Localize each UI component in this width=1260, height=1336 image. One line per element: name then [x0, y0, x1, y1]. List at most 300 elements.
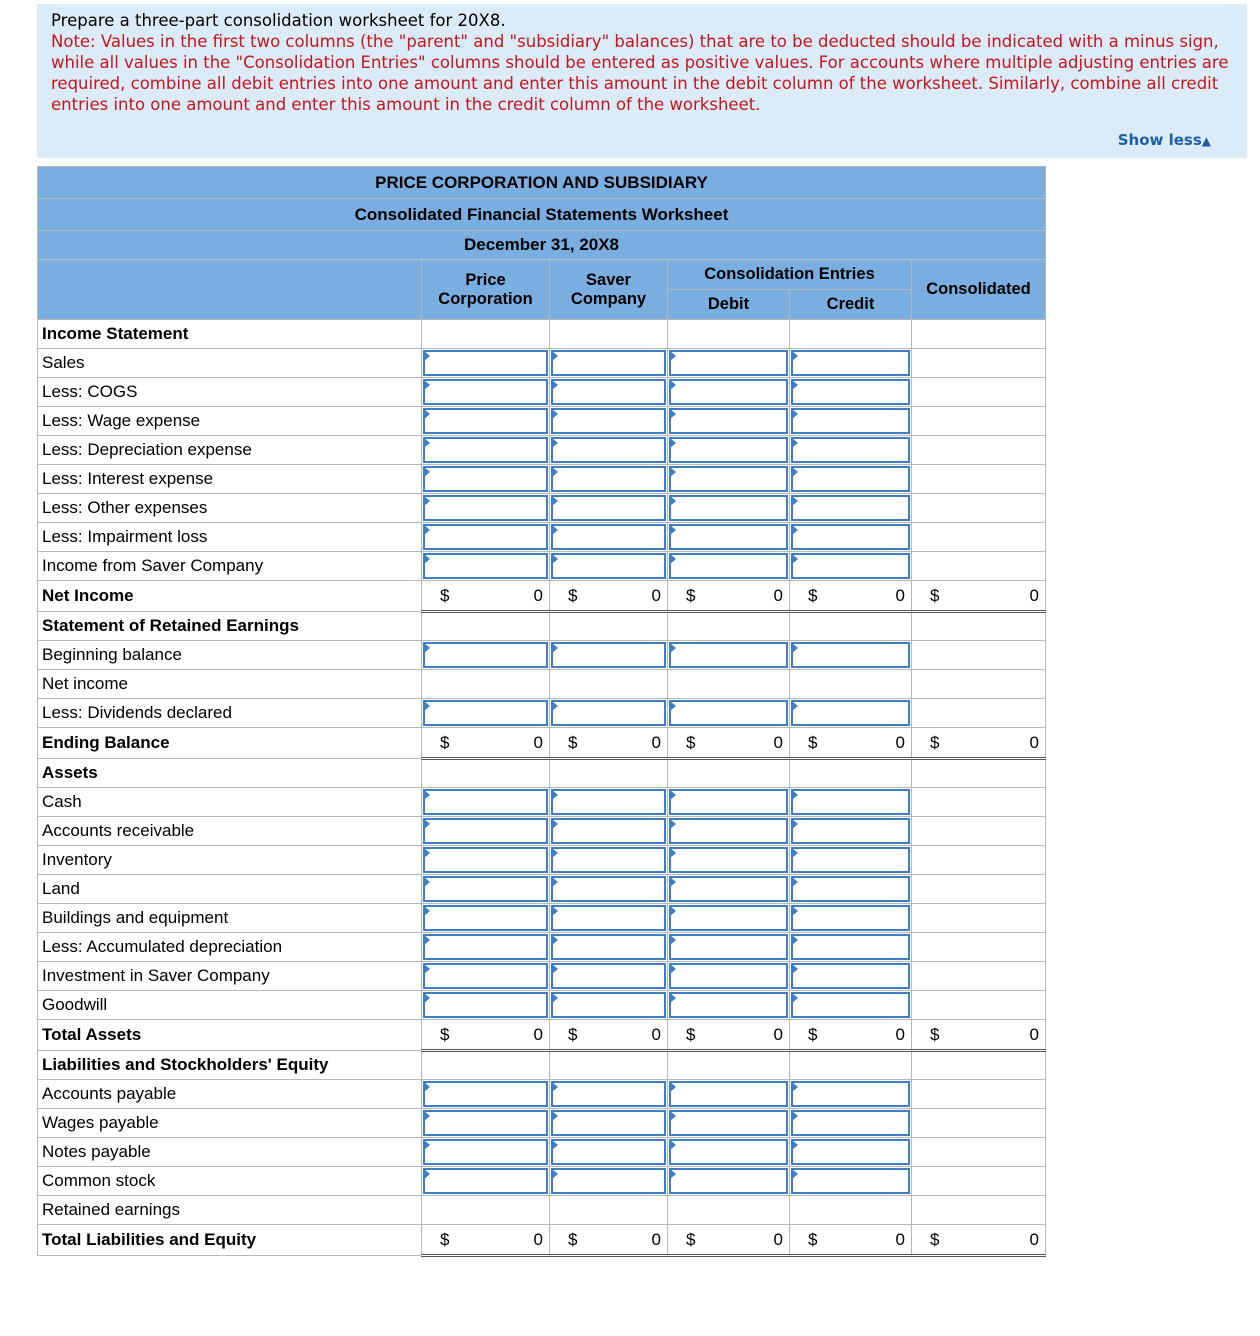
sales-debit-input[interactable] [668, 349, 790, 378]
input-box[interactable] [551, 992, 666, 1018]
worksheet-row [38, 670, 1046, 699]
input-box[interactable] [551, 789, 666, 815]
input-box[interactable] [423, 524, 548, 550]
empty-cell [550, 1196, 668, 1225]
cash-debit-input[interactable] [668, 788, 790, 817]
input-box[interactable] [551, 700, 666, 726]
dividends-declared-saver-input[interactable] [550, 699, 668, 728]
input-box[interactable] [423, 1110, 548, 1136]
wages-payable-price-input[interactable] [422, 1109, 550, 1138]
input-box[interactable] [669, 700, 788, 726]
impairment-loss-credit-input[interactable] [790, 523, 912, 552]
accounts-receivable-price-input[interactable] [422, 817, 550, 846]
currency-symbol: $ [808, 586, 818, 605]
input-box[interactable] [669, 1168, 788, 1194]
saver-company-header: Saver Company [550, 260, 668, 320]
empty-cell [790, 1051, 912, 1080]
notes-payable-price-input[interactable] [422, 1138, 550, 1167]
row-label-wage-expense: Less: Wage expense [38, 407, 422, 436]
net-income-total-price-total [422, 581, 550, 612]
empty-cell [790, 612, 912, 641]
input-box[interactable] [551, 553, 666, 579]
currency-symbol: $ [440, 1025, 450, 1044]
depreciation-expense-price-input[interactable] [422, 436, 550, 465]
notes-payable-saver-input[interactable] [550, 1138, 668, 1167]
input-box[interactable] [551, 818, 666, 844]
empty-cell [550, 320, 668, 349]
instructions-panel [37, 4, 1247, 158]
total-value: 0 [773, 733, 783, 752]
total-liabilities-equity-debit-total [668, 1225, 790, 1256]
worksheet-row [38, 728, 1046, 759]
row-label-ending-balance: Ending Balance [38, 728, 422, 759]
input-box[interactable] [551, 495, 666, 521]
depreciation-expense-debit-input[interactable] [668, 436, 790, 465]
empty-cell [550, 670, 668, 699]
input-box[interactable] [423, 1081, 548, 1107]
input-box[interactable] [791, 1110, 910, 1136]
investment-in-saver-debit-input[interactable] [668, 962, 790, 991]
input-box[interactable] [669, 437, 788, 463]
currency-symbol: $ [440, 586, 450, 605]
total-value: 0 [533, 586, 543, 605]
buildings-equipment-saver-input[interactable] [550, 904, 668, 933]
empty-cell [912, 788, 1046, 817]
input-box[interactable] [669, 1139, 788, 1165]
input-box[interactable] [791, 992, 910, 1018]
input-box[interactable] [551, 1168, 666, 1194]
accumulated-depreciation-saver-input[interactable] [550, 933, 668, 962]
accounts-payable-price-input[interactable] [422, 1080, 550, 1109]
row-label-interest-expense: Less: Interest expense [38, 465, 422, 494]
input-box[interactable] [551, 466, 666, 492]
ending-balance-credit-total [790, 728, 912, 759]
total-value: 0 [651, 733, 661, 752]
row-label-cogs: Less: COGS [38, 378, 422, 407]
input-box[interactable] [669, 379, 788, 405]
input-box[interactable] [423, 553, 548, 579]
input-box[interactable] [669, 789, 788, 815]
empty-cell [912, 465, 1046, 494]
input-box[interactable] [551, 905, 666, 931]
income-from-saver-saver-input[interactable] [550, 552, 668, 581]
currency-symbol: $ [686, 733, 696, 752]
total-value: 0 [651, 586, 661, 605]
beginning-balance-credit-input[interactable] [790, 641, 912, 670]
empty-cell [668, 320, 790, 349]
currency-symbol: $ [930, 1230, 940, 1249]
input-box[interactable] [669, 495, 788, 521]
common-stock-credit-input[interactable] [790, 1167, 912, 1196]
worksheet-row [38, 436, 1046, 465]
input-box[interactable] [423, 350, 548, 376]
total-value: 0 [773, 1025, 783, 1044]
accounts-payable-credit-input[interactable] [790, 1080, 912, 1109]
input-box[interactable] [791, 1168, 910, 1194]
inventory-credit-input[interactable] [790, 846, 912, 875]
input-box[interactable] [669, 408, 788, 434]
accounts-receivable-debit-input[interactable] [668, 817, 790, 846]
row-label-total-liabilities-equity: Total Liabilities and Equity [38, 1225, 422, 1256]
empty-cell [912, 759, 1046, 788]
row-label-accumulated-depreciation: Less: Accumulated depreciation [38, 933, 422, 962]
goodwill-credit-input[interactable] [790, 991, 912, 1020]
notes-payable-debit-input[interactable] [668, 1138, 790, 1167]
row-label-sales: Sales [38, 349, 422, 378]
row-label-other-expenses: Less: Other expenses [38, 494, 422, 523]
depreciation-expense-credit-input[interactable] [790, 436, 912, 465]
currency-symbol: $ [686, 1025, 696, 1044]
investment-in-saver-price-input[interactable] [422, 962, 550, 991]
input-box[interactable] [669, 350, 788, 376]
input-box[interactable] [551, 847, 666, 873]
beginning-balance-saver-input[interactable] [550, 641, 668, 670]
input-box[interactable] [669, 847, 788, 873]
input-box[interactable] [551, 524, 666, 550]
interest-expense-credit-input[interactable] [790, 465, 912, 494]
input-box[interactable] [669, 992, 788, 1018]
consolidation-entries-header: Consolidation Entries [668, 260, 912, 290]
input-box[interactable] [791, 437, 910, 463]
empty-cell [912, 699, 1046, 728]
input-box[interactable] [669, 963, 788, 989]
input-box[interactable] [669, 905, 788, 931]
input-box[interactable] [551, 1139, 666, 1165]
input-box[interactable] [669, 1081, 788, 1107]
input-box[interactable] [791, 905, 910, 931]
cash-price-input[interactable] [422, 788, 550, 817]
total-assets-consolidated-total [912, 1020, 1046, 1051]
sales-credit-input[interactable] [790, 349, 912, 378]
currency-symbol: $ [808, 1230, 818, 1249]
common-stock-price-input[interactable] [422, 1167, 550, 1196]
total-assets-price-total [422, 1020, 550, 1051]
empty-cell [912, 320, 1046, 349]
row-label-impairment-loss: Less: Impairment loss [38, 523, 422, 552]
empty-cell [668, 759, 790, 788]
impairment-loss-saver-input[interactable] [550, 523, 668, 552]
input-box[interactable] [791, 847, 910, 873]
empty-cell [912, 670, 1046, 699]
input-box[interactable] [791, 1139, 910, 1165]
row-label-wages-payable: Wages payable [38, 1109, 422, 1138]
depreciation-expense-saver-input[interactable] [550, 436, 668, 465]
accounts-receivable-credit-input[interactable] [790, 817, 912, 846]
inventory-debit-input[interactable] [668, 846, 790, 875]
total-value: 0 [651, 1025, 661, 1044]
accumulated-depreciation-credit-input[interactable] [790, 933, 912, 962]
dividends-declared-credit-input[interactable] [790, 699, 912, 728]
input-box[interactable] [669, 1110, 788, 1136]
buildings-equipment-price-input[interactable] [422, 904, 550, 933]
accumulated-depreciation-price-input[interactable] [422, 933, 550, 962]
input-box[interactable] [791, 553, 910, 579]
empty-cell [912, 991, 1046, 1020]
triangle-up-icon: ▲ [1201, 134, 1211, 148]
other-expenses-debit-input[interactable] [668, 494, 790, 523]
input-box[interactable] [551, 963, 666, 989]
land-price-input[interactable] [422, 875, 550, 904]
input-box[interactable] [423, 642, 548, 668]
input-box[interactable] [791, 1081, 910, 1107]
empty-cell [912, 552, 1046, 581]
total-value: 0 [533, 733, 543, 752]
investment-in-saver-saver-input[interactable] [550, 962, 668, 991]
total-assets-debit-total [668, 1020, 790, 1051]
row-label-common-stock: Common stock [38, 1167, 422, 1196]
empty-cell [912, 933, 1046, 962]
currency-symbol: $ [440, 1230, 450, 1249]
notes-payable-credit-input[interactable] [790, 1138, 912, 1167]
input-box[interactable] [423, 905, 548, 931]
empty-cell [550, 759, 668, 788]
beginning-balance-debit-input[interactable] [668, 641, 790, 670]
accounts-receivable-saver-input[interactable] [550, 817, 668, 846]
empty-cell [912, 875, 1046, 904]
input-box[interactable] [551, 437, 666, 463]
row-label-notes-payable: Notes payable [38, 1138, 422, 1167]
ending-balance-saver-total [550, 728, 668, 759]
input-box[interactable] [791, 876, 910, 902]
input-box[interactable] [669, 524, 788, 550]
accumulated-depreciation-debit-input[interactable] [668, 933, 790, 962]
total-value: 0 [895, 1025, 905, 1044]
input-box[interactable] [423, 408, 548, 434]
row-label-net-income: Net income [38, 670, 422, 699]
input-box[interactable] [791, 818, 910, 844]
input-box[interactable] [423, 847, 548, 873]
input-box[interactable] [423, 1139, 548, 1165]
show-less-button[interactable] [1118, 130, 1211, 152]
section-row [38, 759, 1046, 788]
inventory-price-input[interactable] [422, 846, 550, 875]
empty-cell [912, 904, 1046, 933]
input-box[interactable] [551, 642, 666, 668]
worksheet-row [38, 523, 1046, 552]
input-box[interactable] [551, 1110, 666, 1136]
goodwill-saver-input[interactable] [550, 991, 668, 1020]
input-box[interactable] [551, 934, 666, 960]
cogs-saver-input[interactable] [550, 378, 668, 407]
other-expenses-credit-input[interactable] [790, 494, 912, 523]
row-label-retained-earnings: Retained earnings [38, 1196, 422, 1225]
worksheet-row [38, 1109, 1046, 1138]
worksheet-row [38, 581, 1046, 612]
input-box[interactable] [791, 789, 910, 815]
income-from-saver-debit-input[interactable] [668, 552, 790, 581]
total-liabilities-equity-consolidated-total [912, 1225, 1046, 1256]
input-box[interactable] [791, 934, 910, 960]
worksheet-row [38, 1020, 1046, 1051]
row-label-assets: Assets [38, 759, 422, 788]
other-expenses-saver-input[interactable] [550, 494, 668, 523]
input-box[interactable] [669, 934, 788, 960]
currency-symbol: $ [930, 733, 940, 752]
empty-cell [422, 1196, 550, 1225]
impairment-loss-price-input[interactable] [422, 523, 550, 552]
worksheet-row [38, 788, 1046, 817]
total-assets-saver-total [550, 1020, 668, 1051]
beginning-balance-price-input[interactable] [422, 641, 550, 670]
total-value: 0 [1029, 586, 1039, 605]
row-label-inventory: Inventory [38, 846, 422, 875]
input-box[interactable] [791, 495, 910, 521]
worksheet-row [38, 904, 1046, 933]
income-from-saver-price-input[interactable] [422, 552, 550, 581]
wages-payable-debit-input[interactable] [668, 1109, 790, 1138]
dividends-declared-price-input[interactable] [422, 699, 550, 728]
wage-expense-saver-input[interactable] [550, 407, 668, 436]
currency-symbol: $ [686, 586, 696, 605]
currency-symbol: $ [568, 1025, 578, 1044]
empty-cell [912, 436, 1046, 465]
cogs-debit-input[interactable] [668, 378, 790, 407]
input-box[interactable] [791, 963, 910, 989]
accounts-payable-debit-input[interactable] [668, 1080, 790, 1109]
worksheet-row [38, 465, 1046, 494]
wages-payable-saver-input[interactable] [550, 1109, 668, 1138]
empty-cell [668, 612, 790, 641]
empty-cell [912, 407, 1046, 436]
worksheet-row [38, 991, 1046, 1020]
ending-balance-consolidated-total [912, 728, 1046, 759]
total-value: 0 [1029, 1025, 1039, 1044]
wages-payable-credit-input[interactable] [790, 1109, 912, 1138]
input-box[interactable] [423, 466, 548, 492]
worksheet-row [38, 378, 1046, 407]
buildings-equipment-debit-input[interactable] [668, 904, 790, 933]
total-value: 0 [895, 586, 905, 605]
input-box[interactable] [551, 350, 666, 376]
input-box[interactable] [551, 408, 666, 434]
input-box[interactable] [791, 524, 910, 550]
empty-cell [912, 817, 1046, 846]
input-box[interactable] [551, 379, 666, 405]
input-box[interactable] [669, 466, 788, 492]
input-box[interactable] [423, 963, 548, 989]
row-label-investment-in-saver: Investment in Saver Company [38, 962, 422, 991]
row-label-depreciation-expense: Less: Depreciation expense [38, 436, 422, 465]
empty-cell [422, 1051, 550, 1080]
credit-header: Credit [790, 290, 912, 320]
input-box[interactable] [423, 789, 548, 815]
input-box[interactable] [423, 992, 548, 1018]
input-box[interactable] [791, 379, 910, 405]
empty-cell [422, 612, 550, 641]
empty-cell [790, 1196, 912, 1225]
cash-credit-input[interactable] [790, 788, 912, 817]
empty-cell [912, 523, 1046, 552]
input-box[interactable] [669, 876, 788, 902]
input-box[interactable] [791, 466, 910, 492]
worksheet-title: PRICE CORPORATION AND SUBSIDIARY [38, 167, 1046, 199]
input-box[interactable] [669, 642, 788, 668]
input-box[interactable] [791, 700, 910, 726]
ending-balance-price-total [422, 728, 550, 759]
input-box[interactable] [423, 495, 548, 521]
input-box[interactable] [791, 350, 910, 376]
row-label-accounts-receivable: Accounts receivable [38, 817, 422, 846]
input-box[interactable] [423, 1168, 548, 1194]
wage-expense-credit-input[interactable] [790, 407, 912, 436]
worksheet-row [38, 699, 1046, 728]
investment-in-saver-credit-input[interactable] [790, 962, 912, 991]
interest-expense-saver-input[interactable] [550, 465, 668, 494]
interest-expense-debit-input[interactable] [668, 465, 790, 494]
goodwill-debit-input[interactable] [668, 991, 790, 1020]
currency-symbol: $ [568, 1230, 578, 1249]
input-box[interactable] [423, 934, 548, 960]
input-box[interactable] [791, 642, 910, 668]
empty-cell [550, 1051, 668, 1080]
total-value: 0 [895, 733, 905, 752]
net-income-total-credit-total [790, 581, 912, 612]
input-box[interactable] [669, 553, 788, 579]
accounts-payable-saver-input[interactable] [550, 1080, 668, 1109]
input-box[interactable] [669, 818, 788, 844]
input-box[interactable] [791, 408, 910, 434]
common-stock-debit-input[interactable] [668, 1167, 790, 1196]
input-box[interactable] [423, 876, 548, 902]
cogs-credit-input[interactable] [790, 378, 912, 407]
currency-symbol: $ [808, 733, 818, 752]
input-box[interactable] [423, 700, 548, 726]
empty-cell [912, 641, 1046, 670]
input-box[interactable] [423, 818, 548, 844]
cogs-price-input[interactable] [422, 378, 550, 407]
land-credit-input[interactable] [790, 875, 912, 904]
other-expenses-price-input[interactable] [422, 494, 550, 523]
land-debit-input[interactable] [668, 875, 790, 904]
impairment-loss-debit-input[interactable] [668, 523, 790, 552]
empty-cell [912, 1080, 1046, 1109]
wage-expense-debit-input[interactable] [668, 407, 790, 436]
row-label-net-income-total: Net Income [38, 581, 422, 612]
sales-price-input[interactable] [422, 349, 550, 378]
empty-cell [912, 1167, 1046, 1196]
empty-cell [912, 962, 1046, 991]
worksheet-row [38, 1080, 1046, 1109]
worksheet-date: December 31, 20X8 [38, 231, 1046, 260]
empty-cell [912, 1109, 1046, 1138]
inventory-saver-input[interactable] [550, 846, 668, 875]
input-box[interactable] [551, 1081, 666, 1107]
common-stock-saver-input[interactable] [550, 1167, 668, 1196]
dividends-declared-debit-input[interactable] [668, 699, 790, 728]
input-box[interactable] [423, 379, 548, 405]
total-value: 0 [773, 586, 783, 605]
row-label-goodwill: Goodwill [38, 991, 422, 1020]
input-box[interactable] [551, 876, 666, 902]
wage-expense-price-input[interactable] [422, 407, 550, 436]
land-saver-input[interactable] [550, 875, 668, 904]
interest-expense-price-input[interactable] [422, 465, 550, 494]
sales-saver-input[interactable] [550, 349, 668, 378]
worksheet-row [38, 817, 1046, 846]
cash-saver-input[interactable] [550, 788, 668, 817]
currency-symbol: $ [930, 1025, 940, 1044]
empty-cell [912, 1138, 1046, 1167]
income-from-saver-credit-input[interactable] [790, 552, 912, 581]
instructions-prompt: Prepare a three-part consolidation worksheet for 20X8. [51, 11, 506, 30]
empty-cell [422, 320, 550, 349]
row-label-total-assets: Total Assets [38, 1020, 422, 1051]
currency-symbol: $ [808, 1025, 818, 1044]
worksheet-row [38, 552, 1046, 581]
input-box[interactable] [423, 437, 548, 463]
goodwill-price-input[interactable] [422, 991, 550, 1020]
buildings-equipment-credit-input[interactable] [790, 904, 912, 933]
